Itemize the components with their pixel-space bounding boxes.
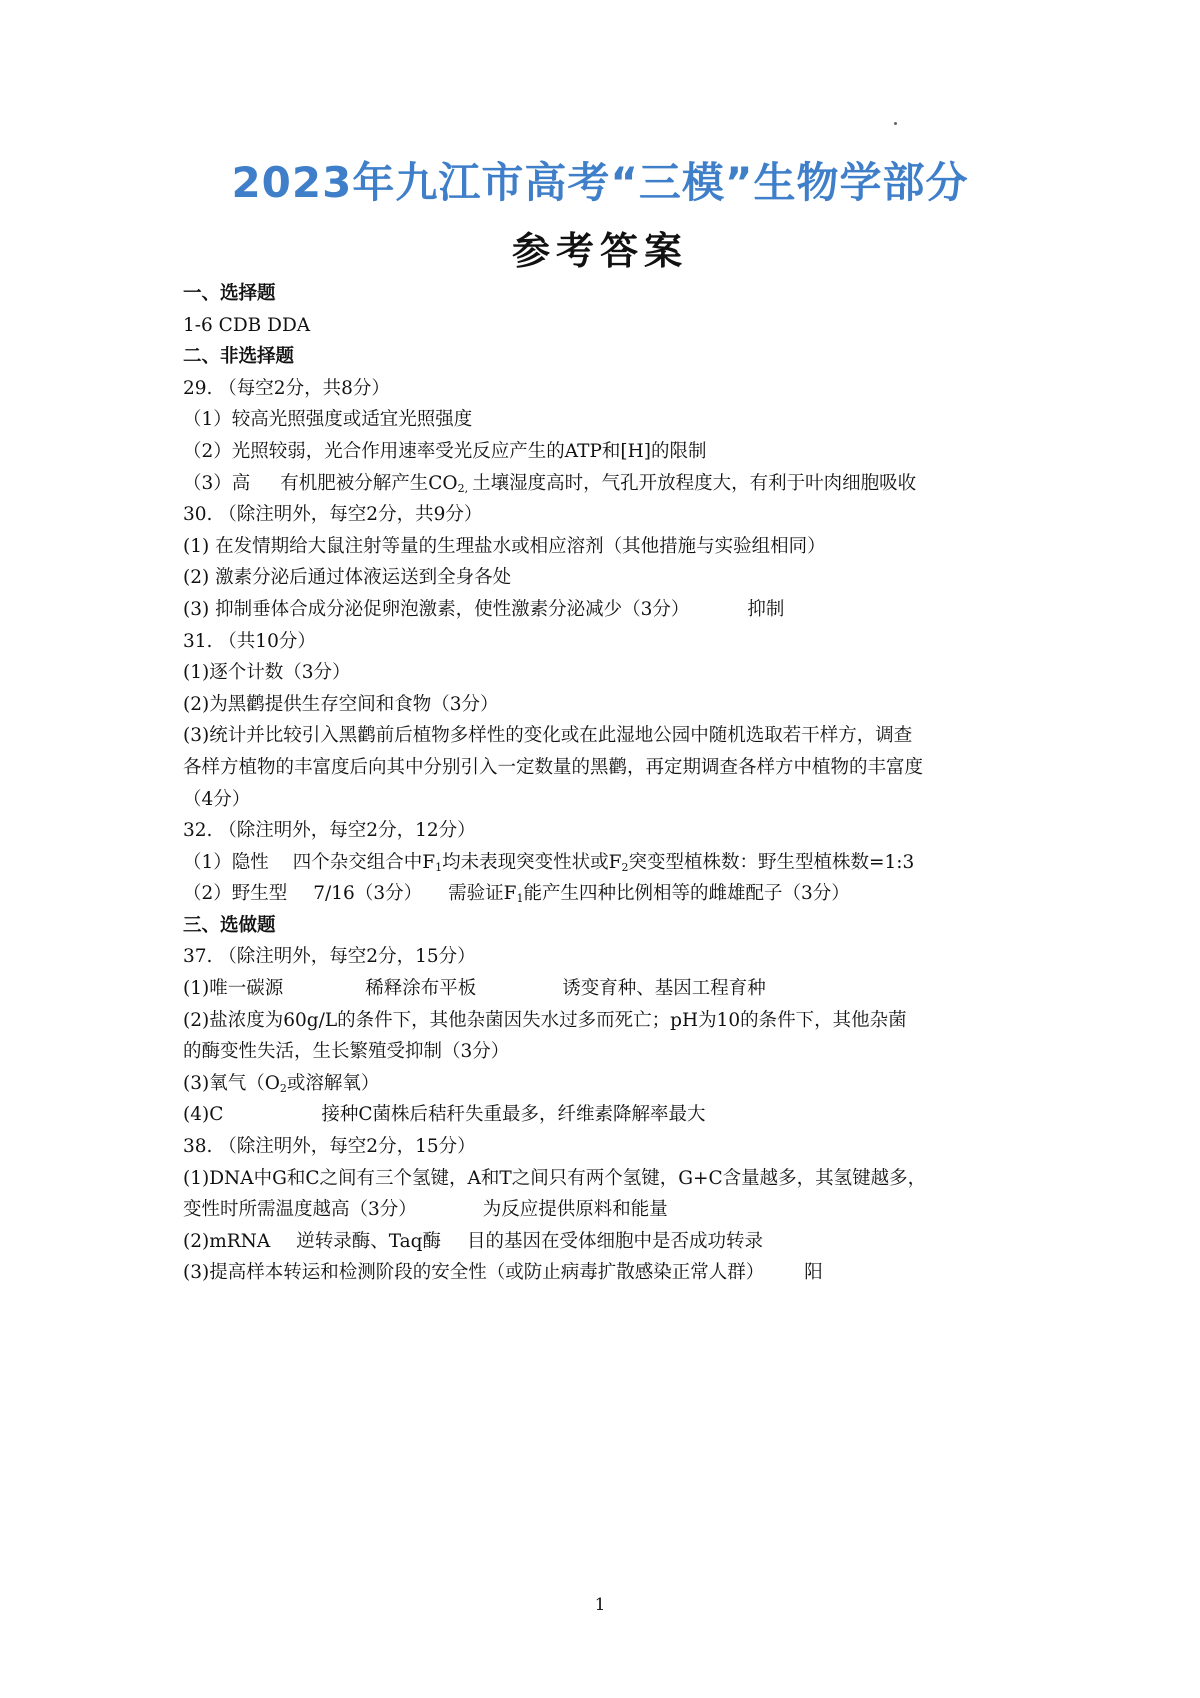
page-number: 1 — [594, 1595, 606, 1615]
q37-answer-1-part-a: (1)唯一碳源 — [183, 978, 284, 1000]
q29-answer-3-part-c: 土壤湿度高时，气孔开放程度大，有利于叶肉细胞吸收 — [472, 472, 917, 494]
q32-answer-2-part-a: （2）野生型 — [183, 883, 288, 905]
q29-answer-2: （2）光照较弱，光合作用速率受光反应产生的ATP和[H]的限制 — [183, 440, 707, 462]
q37-answer-4-part-b: 接种C菌株后秸秆失重最多，纤维素降解率最大 — [321, 1104, 706, 1126]
q37-answer-3-part-b: 或溶解氧） — [286, 1072, 380, 1094]
q37-answer-4-part-a: (4)C — [183, 1104, 224, 1126]
q29-answer-1: （1）较高光照强度或适宜光照强度 — [183, 409, 473, 431]
q32-header: 32. （除注明外，每空2分，12分） — [183, 820, 476, 842]
q37-answer-3-subscript: 2 — [279, 1081, 287, 1095]
q32-answer-1-part-a: （1）隐性 — [183, 851, 269, 873]
q37-answer-2-line-2: 的酶变性失活，生长繁殖受抑制（3分） — [183, 1041, 510, 1063]
q37-answer-1 — [183, 973, 1033, 1005]
q32-answer-1-subscript-2: 2 — [621, 860, 629, 874]
q38-answer-3-part-b: 阳 — [804, 1262, 823, 1284]
q30-answer-2: (2) 激素分泌后通过体液运送到全身各处 — [183, 567, 512, 589]
section-heading-nonchoice: 二、非选择题 — [183, 346, 295, 368]
q38-answer-1-line-2 — [183, 1194, 1033, 1226]
q29-answer-3 — [183, 468, 1033, 500]
q32-answer-2-part-c2: 能产生四种比例相等的雌雄配子（3分） — [523, 883, 850, 905]
q31-header: 31. （共10分） — [183, 630, 316, 652]
q32-answer-1-subscript-1: 1 — [435, 860, 443, 874]
q32-answer-1-part-b2: 均未表现突变性状或F — [442, 851, 622, 873]
q30-answer-3-part-b: 抑制 — [747, 598, 785, 620]
q29-answer-3-part-b: 有机肥被分解产生CO — [280, 472, 458, 494]
q30-answer-3-part-a: (3) 抑制垂体合成分泌促卵泡激素，使性激素分泌减少（3分） — [183, 598, 690, 620]
q32-answer-2-part-c1: 需验证F — [448, 883, 517, 905]
q31-answer-2: (2)为黑鹳提供生存空间和食物（3分） — [183, 693, 499, 715]
scan-dot — [894, 122, 897, 125]
q38-answer-1-line-2-part-a: 变性时所需温度越高（3分） — [183, 1199, 417, 1221]
q30-answer-3 — [183, 594, 1033, 626]
q38-answer-3-part-a: (3)提高样本转运和检测阶段的安全性（或防止病毒扩散感染正常人群） — [183, 1262, 765, 1284]
document-title: 2023年九江市高考“三模”生物学部分 — [231, 158, 969, 207]
q31-answer-3-line-2: 各样方植物的丰富度后向其中分别引入一定数量的黑鹳，再定期调查各样方中植物的丰富度 — [183, 756, 924, 778]
q31-answer-3-line-1: (3)统计并比较引入黑鹳前后植物多样性的变化或在此湿地公园中随机选取若干样方，调查 — [183, 725, 913, 747]
q38-answer-1-line-2-part-b: 为反应提供原料和能量 — [482, 1199, 668, 1221]
answer-content — [183, 278, 1033, 1289]
q37-header: 37. （除注明外，每空2分，15分） — [183, 946, 476, 968]
q37-answer-3 — [183, 1068, 1033, 1100]
document-subtitle: 参考答案 — [511, 228, 688, 273]
q32-answer-1-part-b3: 突变型植株数：野生型植株数=1:3 — [628, 851, 915, 873]
q32-answer-1 — [183, 847, 1033, 879]
q30-answer-1: (1) 在发情期给大鼠注射等量的生理盐水或相应溶剂（其他措施与实验组相同） — [183, 535, 826, 557]
q38-answer-2-part-c: 目的基因在受体细胞中是否成功转录 — [467, 1230, 764, 1252]
q38-answer-2 — [183, 1226, 1033, 1258]
q38-answer-1-line-1: (1)DNA中G和C之间有三个氢键，A和T之间只有两个氢键，G+C含量越多，其氢键越多， — [183, 1167, 927, 1189]
q30-header: 30. （除注明外，每空2分，共9分） — [183, 504, 483, 526]
q32-answer-2-part-b: 7/16（3分） — [313, 883, 423, 905]
section-heading-elective: 三、选做题 — [183, 914, 276, 936]
q37-answer-2-line-1: (2)盐浓度为60g/L的条件下，其他杂菌因失水过多而死亡；pH为10的条件下，其他杂菌 — [183, 1009, 907, 1031]
q37-answer-1-part-b: 稀释涂布平板 — [365, 978, 477, 1000]
q32-answer-1-part-b1: 四个杂交组合中F — [292, 851, 436, 873]
q31-answer-3-line-3: （4分） — [183, 788, 251, 810]
q31-answer-1: (1)逐个计数（3分） — [183, 662, 351, 684]
q29-header: 29. （每空2分，共8分） — [183, 377, 390, 399]
q32-answer-2 — [183, 878, 1033, 910]
q37-answer-3-part-a: (3)氧气（O — [183, 1072, 280, 1094]
q38-answer-3 — [183, 1257, 1033, 1289]
q29-answer-3-subscript: 2, — [457, 481, 469, 495]
q38-answer-2-part-a: (2)mRNA — [183, 1230, 271, 1252]
section-heading-choice: 一、选择题 — [183, 283, 276, 304]
q38-header: 38. （除注明外，每空2分，15分） — [183, 1136, 476, 1158]
choice-answers: 1-6 CDB DDA — [183, 314, 311, 336]
q37-answer-1-part-c: 诱变育种、基因工程育种 — [562, 978, 766, 1000]
q38-answer-2-part-b: 逆转录酶、Taq酶 — [296, 1230, 442, 1252]
q32-answer-2-subscript: 1 — [516, 892, 524, 906]
q29-answer-3-part-a: （3）高 — [183, 472, 251, 494]
q37-answer-4 — [183, 1099, 1033, 1131]
